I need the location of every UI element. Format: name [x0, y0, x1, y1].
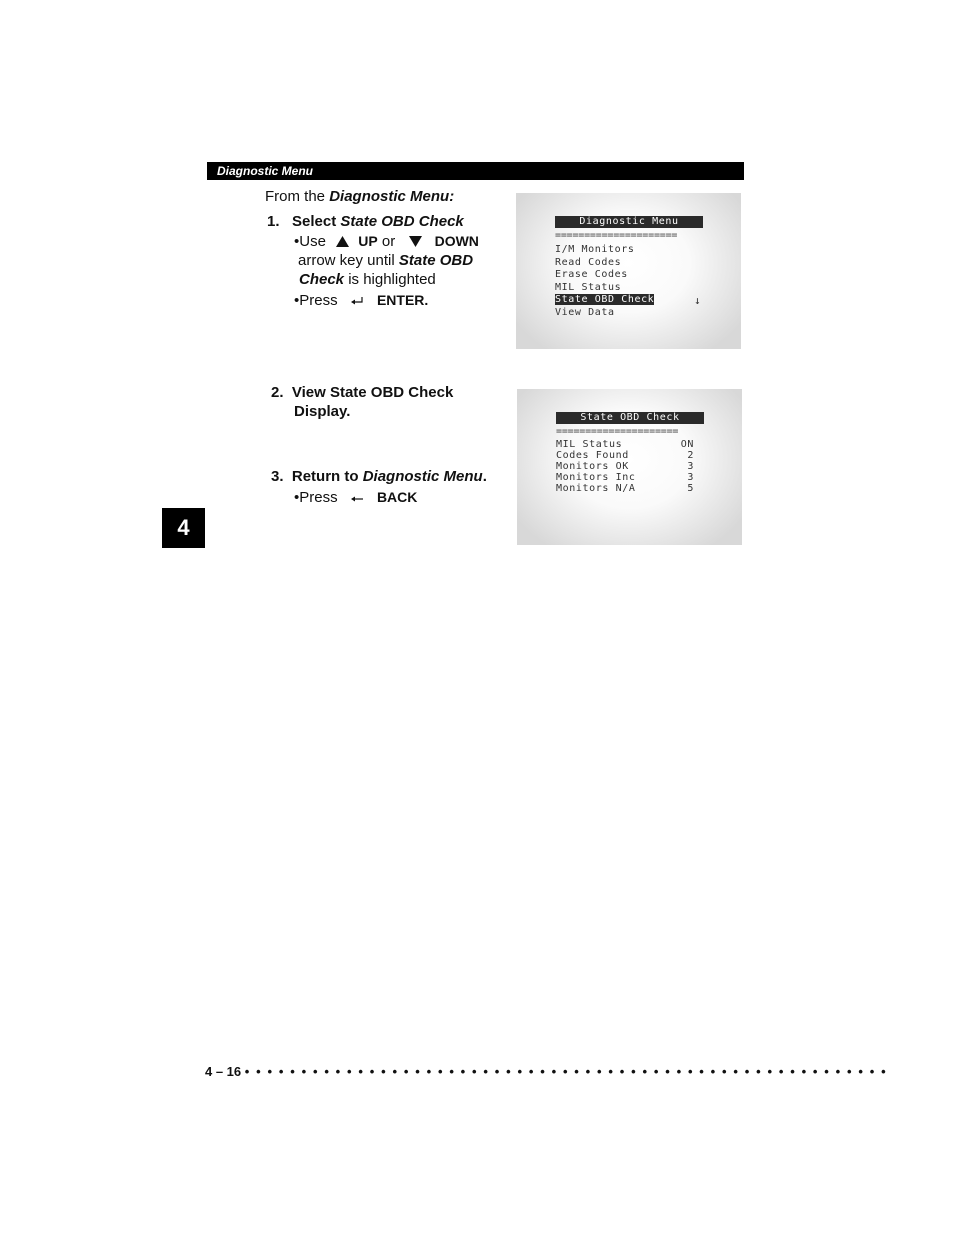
back-key-icon	[351, 489, 364, 508]
step1-number: 1.	[267, 213, 280, 230]
intro-text	[265, 187, 454, 206]
step1-select-word: Select	[292, 213, 341, 230]
screen2-row-value: 3	[687, 461, 694, 472]
enter-key-icon	[351, 292, 364, 311]
screen1-menu-item	[555, 282, 621, 294]
step1-use-line	[294, 232, 479, 252]
step1-press-prefix: •Press	[294, 292, 338, 309]
screen1-menu-item	[555, 269, 628, 281]
screen1-menu-item-label: Erase Codes	[555, 269, 628, 281]
screen2-row-label: Monitors Inc	[556, 472, 636, 483]
step2-heading	[271, 383, 453, 402]
screen2-row-value: 5	[687, 483, 694, 494]
step2-line2: Display.	[294, 403, 351, 420]
up-key-label: UP	[358, 233, 378, 249]
or-word: or	[377, 233, 396, 250]
step3-number: 3.	[271, 468, 284, 485]
step3-heading	[271, 467, 487, 486]
step1-line3	[299, 270, 436, 289]
step1-heading	[267, 212, 464, 231]
intro-menu-name: Diagnostic Menu:	[329, 188, 455, 205]
screen1-separator: =====================	[555, 230, 678, 241]
screen2-row-value: ON	[680, 439, 694, 450]
screen1-menu-item	[555, 257, 621, 269]
step1-line2-item: State OBD	[398, 252, 474, 269]
step1-use-prefix: •Use	[294, 233, 326, 250]
step3-press-line	[294, 488, 417, 508]
up-arrow-icon	[336, 233, 349, 252]
screen1-menu-item	[555, 307, 615, 319]
screen1-menu-item	[555, 244, 634, 256]
screen1-menu-item-label: MIL Status	[555, 281, 622, 293]
step3-suffix: .	[482, 468, 487, 485]
screen2-row-label: Monitors N/A	[556, 483, 636, 494]
screen2-row-value: 3	[687, 472, 694, 483]
step3-prefix: Return to	[291, 468, 363, 485]
scanner-screen-state-obd-check	[517, 389, 742, 545]
intro-prefix: From the	[265, 188, 330, 205]
footer-dot-leader: • • • • • • • • • • • • • • • • • • • • • • • • • • • • • • • • • • • • • • • • • • • • • • • • • • • • • • • • •	[244, 1064, 888, 1079]
step1-line2-prefix: arrow key until	[298, 252, 399, 269]
section-header	[207, 162, 744, 180]
scanner-screen-diagnostic-menu	[516, 193, 741, 349]
step1-press-line	[294, 291, 428, 311]
enter-key-label: ENTER.	[376, 292, 429, 308]
step2-number: 2.	[271, 384, 284, 401]
screen1-title: Diagnostic Menu	[555, 216, 703, 228]
screen2-separator: =====================	[556, 426, 679, 437]
screen1-menu-item	[555, 294, 654, 306]
step1-line2	[298, 251, 473, 270]
screen2-row-value: 2	[687, 450, 694, 461]
screen1-menu-item-label: Read Codes	[555, 256, 622, 268]
step1-item: State OBD Check	[340, 213, 464, 230]
back-key-label: BACK	[376, 489, 418, 505]
step2-line1: View State OBD Check	[291, 384, 454, 401]
section-header-title: Diagnostic Menu	[217, 164, 314, 178]
step1-line3-suffix: is highlighted	[344, 271, 436, 288]
screen2-row-label: Monitors OK	[556, 461, 629, 472]
step1-line3-item: Check	[299, 271, 345, 288]
step3-press-prefix: •Press	[294, 489, 338, 506]
page-number: 4 – 16	[205, 1064, 242, 1079]
scroll-down-arrow-icon: ↓	[694, 294, 702, 307]
chapter-tab	[162, 508, 205, 548]
screen2-row-label: Codes Found	[556, 450, 629, 461]
screen1-menu-item-label: View Data	[555, 307, 615, 318]
page-footer	[205, 1064, 887, 1079]
screen2-row-label: MIL Status	[556, 439, 623, 450]
step3-item: Diagnostic Menu	[362, 468, 483, 485]
chapter-number: 4	[177, 515, 190, 540]
screen1-menu-item-label: State OBD Check	[555, 294, 655, 306]
screen2-title: State OBD Check	[556, 412, 704, 424]
screen1-menu-item-label: I/M Monitors	[555, 244, 635, 255]
down-key-label: DOWN	[434, 233, 479, 249]
down-arrow-icon	[409, 233, 422, 252]
